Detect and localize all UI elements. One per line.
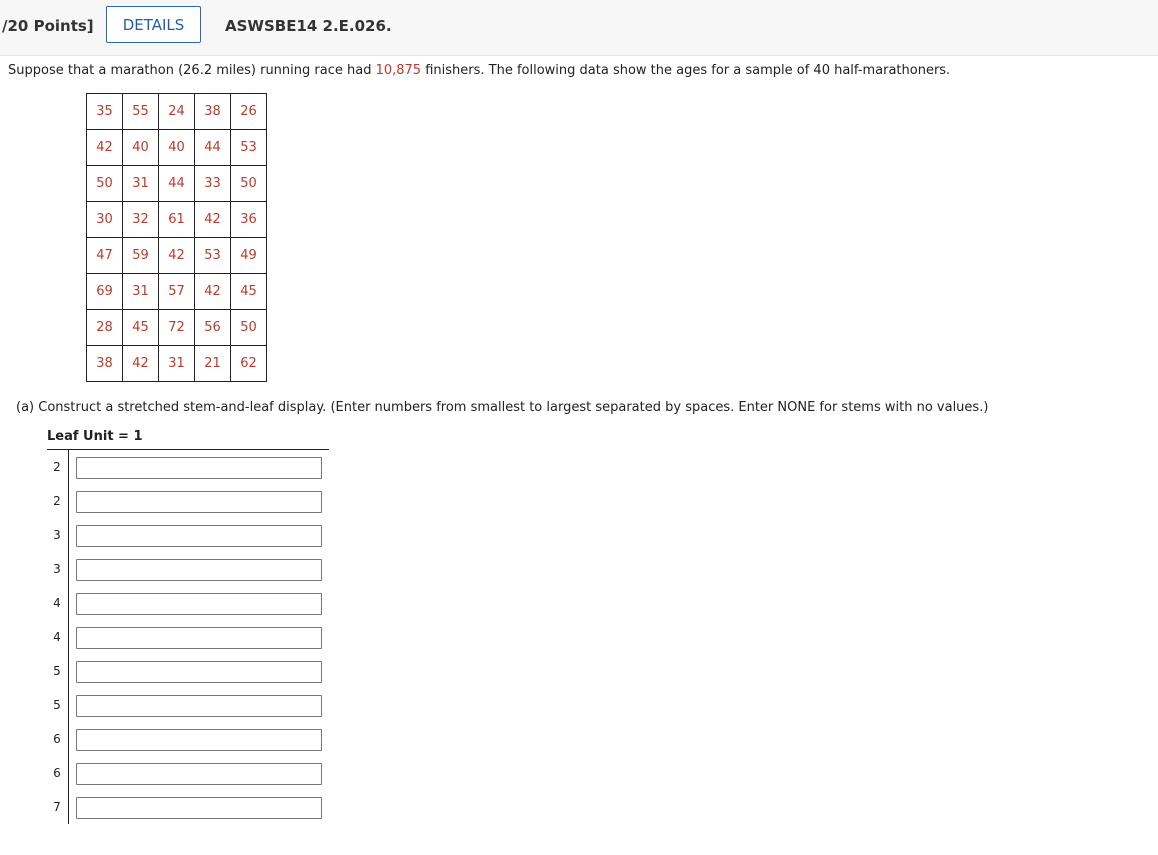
data-table-row: [87, 238, 267, 274]
data-table-row: [87, 166, 267, 202]
stem-leaf-row: [0, 525, 340, 547]
stem-label: 3: [53, 528, 61, 542]
leaf-input[interactable]: [76, 695, 322, 717]
data-table-cell: 42: [123, 346, 159, 382]
data-table-cell: 28: [87, 310, 123, 346]
data-table-cell: 53: [195, 238, 231, 274]
data-table-cell: 59: [123, 238, 159, 274]
data-table-cell: 30: [87, 202, 123, 238]
leaf-input[interactable]: [76, 627, 322, 649]
data-table-cell: 21: [195, 346, 231, 382]
data-table-cell: 26: [231, 94, 267, 130]
stem-label: 7: [53, 800, 61, 814]
data-table-cell: 44: [159, 166, 195, 202]
points-label: /20 Points]: [2, 17, 94, 35]
data-table-row: [87, 274, 267, 310]
data-table-cell: 61: [159, 202, 195, 238]
data-table-cell: 40: [159, 130, 195, 166]
data-table-cell: 35: [87, 94, 123, 130]
data-table-cell: 49: [231, 238, 267, 274]
leaf-input[interactable]: [76, 559, 322, 581]
stem-leaf-row: [0, 457, 340, 479]
data-table-cell: 24: [159, 94, 195, 130]
stem-leaf-row: [0, 729, 340, 751]
data-table-row: [87, 346, 267, 382]
stem-leaf-row: [0, 491, 340, 513]
data-table-cell: 42: [159, 238, 195, 274]
data-table-cell: 40: [123, 130, 159, 166]
data-table-cell: 56: [195, 310, 231, 346]
leaf-unit-label: Leaf Unit = 1: [47, 429, 143, 444]
data-table-cell: 45: [231, 274, 267, 310]
stem-leaf-row: [0, 559, 340, 581]
part-a-instruction: (a) Construct a stretched stem-and-leaf display. (Enter numbers from smallest to largest separated by spaces. Enter NONE for stems with no values.): [16, 400, 989, 415]
data-table-cell: 32: [123, 202, 159, 238]
data-table-cell: 45: [123, 310, 159, 346]
question-text-part1: Suppose that a marathon (26.2 miles) running race had: [8, 63, 376, 78]
data-table-cell: 53: [231, 130, 267, 166]
stem-label: 6: [53, 732, 61, 746]
stem-label: 4: [53, 630, 61, 644]
leaf-input[interactable]: [76, 457, 322, 479]
stem-leaf-row: [0, 593, 340, 615]
data-table-cell: 50: [231, 310, 267, 346]
ages-data-table: [86, 93, 267, 382]
data-table-cell: 44: [195, 130, 231, 166]
leaf-input[interactable]: [76, 593, 322, 615]
data-table-cell: 47: [87, 238, 123, 274]
data-table-row: [87, 202, 267, 238]
question-text-part2: finishers. The following data show the ages for a sample of 40 half-marathoners.: [421, 63, 951, 78]
stem-label: 2: [53, 460, 61, 474]
stem-label: 6: [53, 766, 61, 780]
data-table-cell: 50: [87, 166, 123, 202]
question-header: [0, 0, 1158, 56]
data-table-cell: 62: [231, 346, 267, 382]
data-table-cell: 42: [195, 274, 231, 310]
stem-label: 5: [53, 698, 61, 712]
question-text: [8, 63, 950, 78]
data-table-cell: 38: [195, 94, 231, 130]
data-table-cell: 36: [231, 202, 267, 238]
stem-leaf-row: [0, 661, 340, 683]
data-table-cell: 33: [195, 166, 231, 202]
stem-leaf-row: [0, 797, 340, 819]
stem-leaf-row: [0, 763, 340, 785]
data-table-cell: 69: [87, 274, 123, 310]
stem-label: 4: [53, 596, 61, 610]
data-table-row: [87, 94, 267, 130]
finishers-count: 10,875: [375, 63, 422, 78]
data-table-cell: 31: [159, 346, 195, 382]
data-table-cell: 72: [159, 310, 195, 346]
stem-leaf-header-rule: [47, 449, 329, 450]
stem-leaf-row: [0, 695, 340, 717]
stem-label: 3: [53, 562, 61, 576]
data-table-cell: 55: [123, 94, 159, 130]
data-table-row: [87, 130, 267, 166]
data-table-cell: 31: [123, 274, 159, 310]
data-table-cell: 57: [159, 274, 195, 310]
data-table-cell: 38: [87, 346, 123, 382]
data-table-cell: 31: [123, 166, 159, 202]
leaf-input[interactable]: [76, 661, 322, 683]
stem-leaf-row: [0, 627, 340, 649]
data-table-row: [87, 310, 267, 346]
data-table-cell: 50: [231, 166, 267, 202]
leaf-input[interactable]: [76, 763, 322, 785]
data-table-cell: 42: [195, 202, 231, 238]
leaf-input[interactable]: [76, 491, 322, 513]
question-code: ASWSBE14 2.E.026.: [225, 17, 392, 35]
stem-label: 5: [53, 664, 61, 678]
leaf-input[interactable]: [76, 729, 322, 751]
leaf-input[interactable]: [76, 797, 322, 819]
leaf-input[interactable]: [76, 525, 322, 547]
data-table-cell: 42: [87, 130, 123, 166]
details-button[interactable]: DETAILS: [106, 6, 201, 43]
stem-label: 2: [53, 494, 61, 508]
